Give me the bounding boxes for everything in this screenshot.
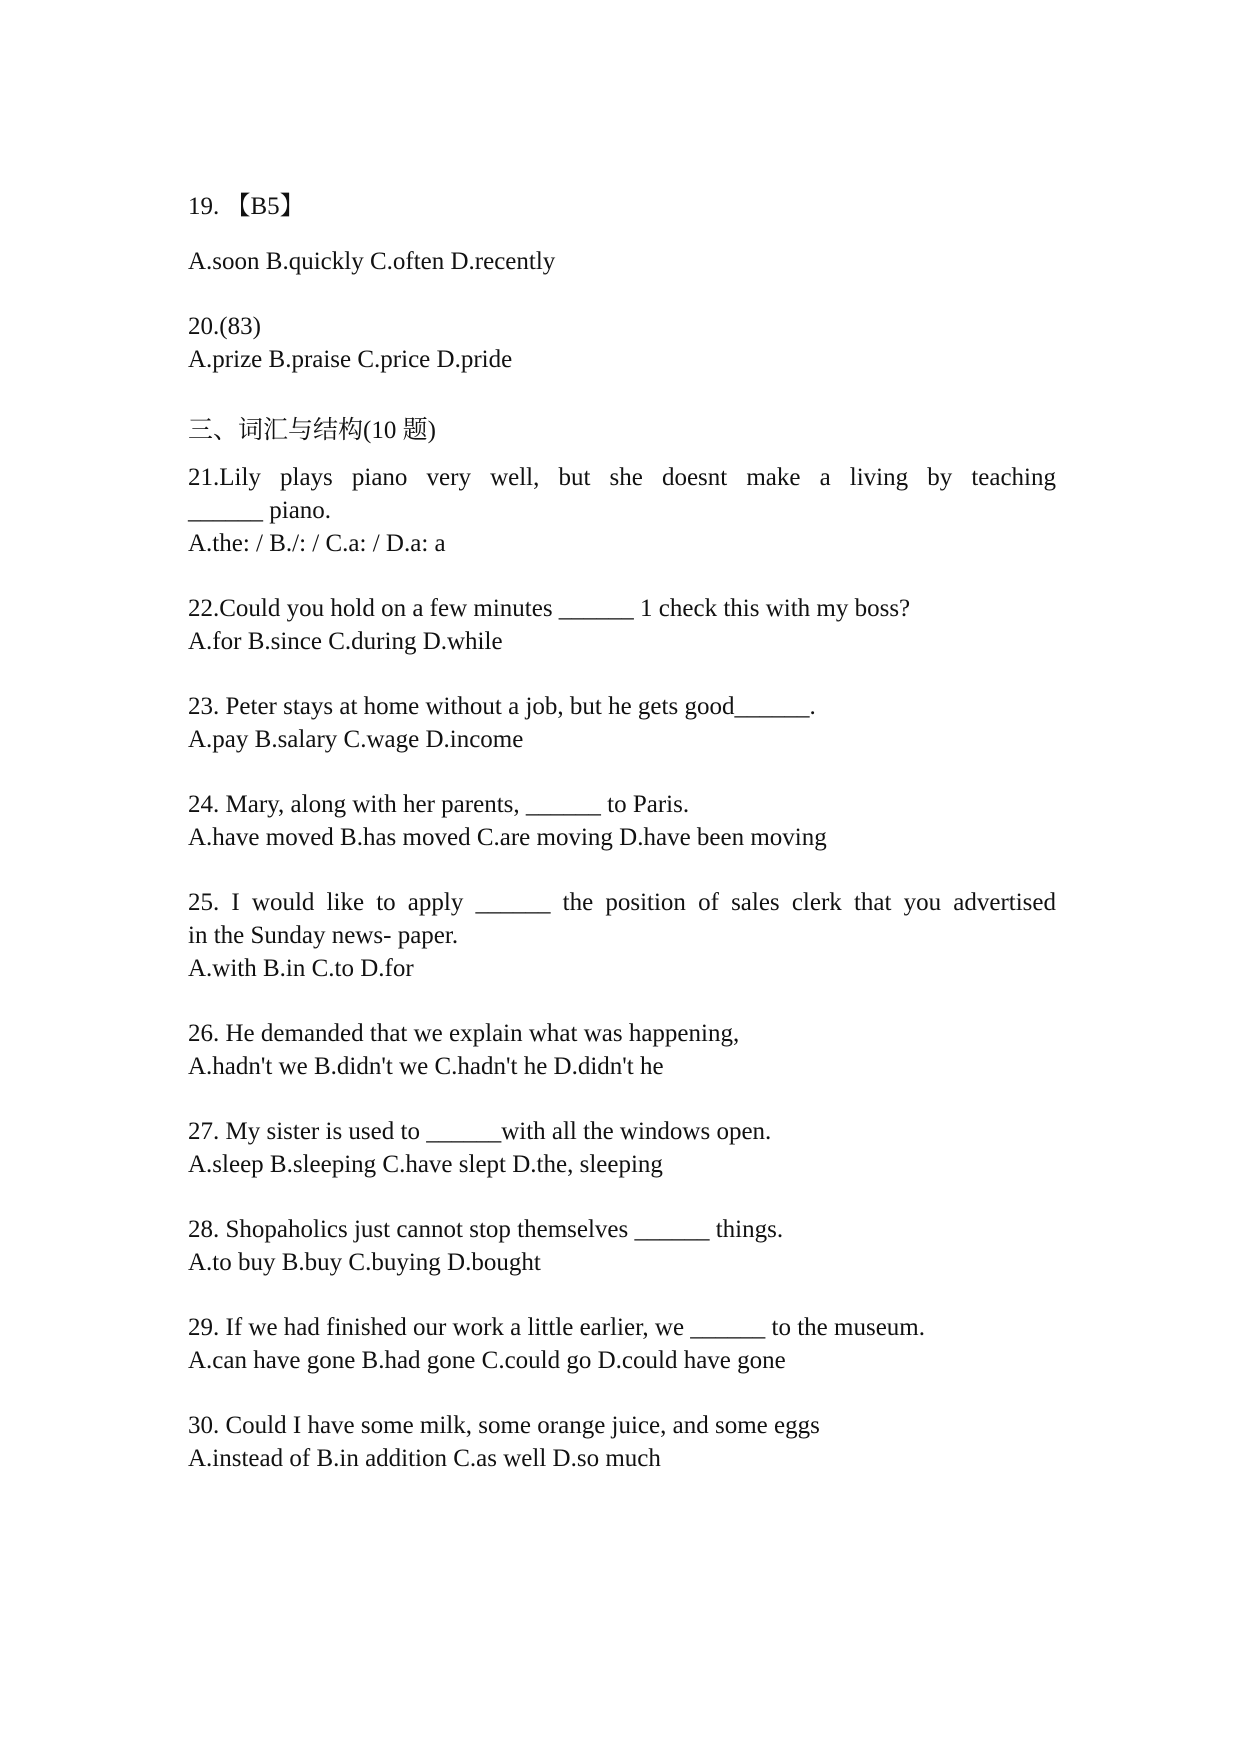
question-25-stem-line-1: 25. I would like to apply ______ the position of sales clerk that you advertised bbox=[188, 889, 1056, 916]
question-30-stem: 30. Could I have some milk, some orange juice, and some eggs bbox=[188, 1412, 820, 1439]
question-26-options: A.hadn't we B.didn't we C.hadn't he D.didn't he bbox=[188, 1053, 664, 1080]
question-23-stem: 23. Peter stays at home without a job, but he gets good______. bbox=[188, 693, 816, 720]
question-27 bbox=[188, 1115, 1056, 1181]
question-22-stem: 22.Could you hold on a few minutes ______ 1 check this with my boss? bbox=[188, 595, 911, 622]
question-28-stem: 28. Shopaholics just cannot stop themselves ______ things. bbox=[188, 1216, 784, 1243]
question-28 bbox=[188, 1213, 1056, 1279]
question-30 bbox=[188, 1409, 1056, 1475]
question-27-options: A.sleep B.sleeping C.have slept D.the, sleeping bbox=[188, 1151, 663, 1178]
question-29-options: A.can have gone B.had gone C.could go D.could have gone bbox=[188, 1347, 786, 1374]
question-26-stem: 26. He demanded that we explain what was happening, bbox=[188, 1020, 740, 1047]
question-21-options: A.the: / B./: / C.a: / D.a: a bbox=[188, 530, 446, 557]
question-23-options: A.pay B.salary C.wage D.income bbox=[188, 726, 524, 753]
question-19-options: A.soon B.quickly C.often D.recently bbox=[188, 248, 556, 275]
question-20-options: A.prize B.praise C.price D.pride bbox=[188, 346, 513, 373]
question-23 bbox=[188, 690, 1056, 756]
question-27-stem: 27. My sister is used to ______with all the windows open. bbox=[188, 1118, 772, 1145]
question-21-stem-line-1: 21.Lily plays piano very well, but she doesnt make a living by teaching bbox=[188, 464, 1056, 491]
question-29-stem: 29. If we had finished our work a little earlier, we ______ to the museum. bbox=[188, 1314, 925, 1341]
question-24-options: A.have moved B.has moved C.are moving D.have been moving bbox=[188, 824, 827, 851]
question-24-stem: 24. Mary, along with her parents, ______ to Paris. bbox=[188, 791, 690, 818]
question-21 bbox=[188, 461, 1056, 560]
question-20 bbox=[188, 310, 1056, 376]
question-19 bbox=[188, 190, 1056, 278]
question-22-options: A.for B.since C.during D.while bbox=[188, 628, 503, 655]
question-21-stem-line-2: ______ piano. bbox=[188, 497, 332, 524]
question-29 bbox=[188, 1311, 1056, 1377]
question-26 bbox=[188, 1017, 1056, 1083]
question-24 bbox=[188, 788, 1056, 854]
question-19-header: 19. 【B5】 bbox=[188, 193, 305, 220]
exam-page bbox=[188, 190, 1056, 1507]
question-25-options: A.with B.in C.to D.for bbox=[188, 955, 414, 982]
question-22 bbox=[188, 592, 1056, 658]
question-25 bbox=[188, 886, 1056, 985]
question-28-options: A.to buy B.buy C.buying D.bought bbox=[188, 1249, 541, 1276]
question-20-header: 20.(83) bbox=[188, 313, 261, 340]
section-3-title: 三、词汇与结构(10 题) bbox=[188, 417, 436, 444]
question-25-stem-line-2: in the Sunday news- paper. bbox=[188, 922, 459, 949]
question-30-options: A.instead of B.in addition C.as well D.so much bbox=[188, 1445, 661, 1472]
